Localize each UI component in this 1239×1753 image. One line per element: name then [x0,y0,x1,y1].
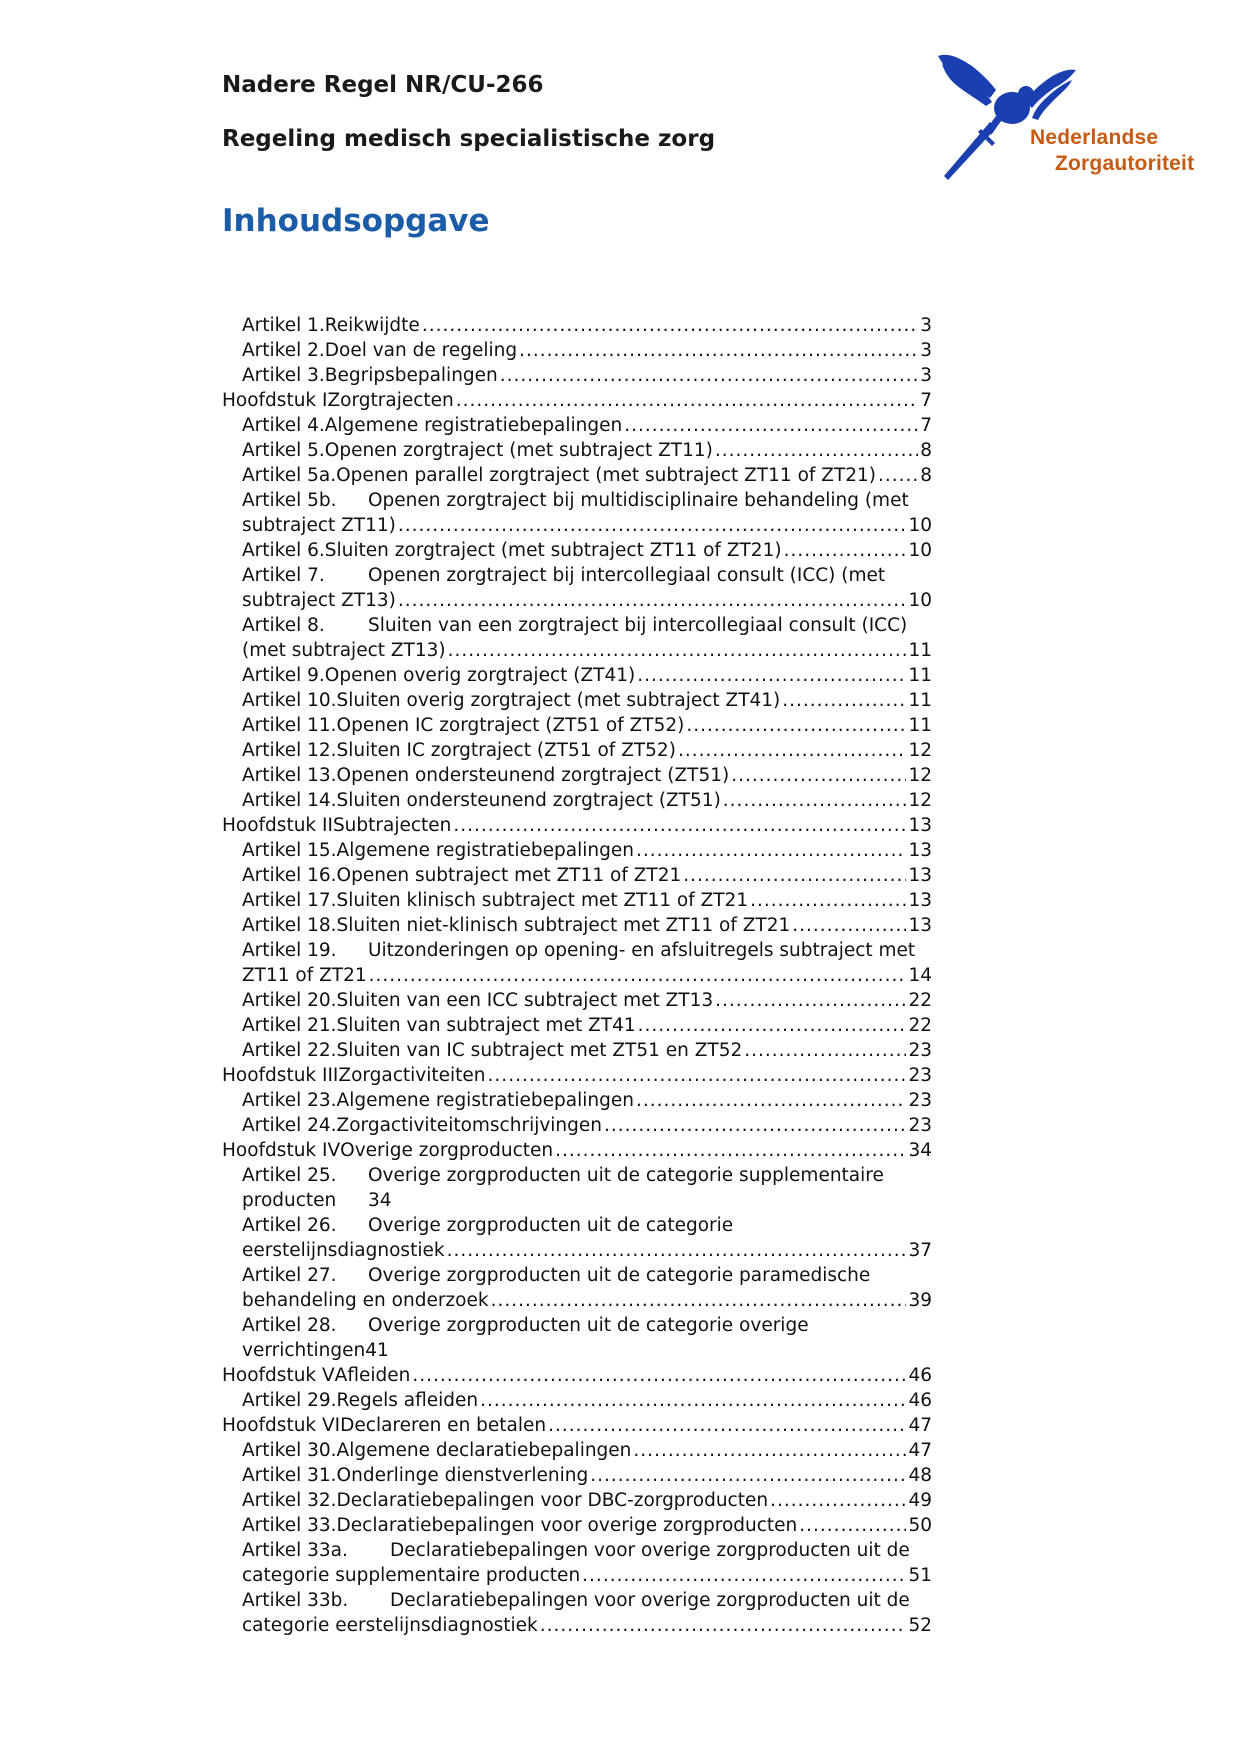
toc-entry-title: Sluiten van IC subtraject met ZT51 en ZT52 [336,1040,743,1061]
toc-article-entry[interactable] [222,488,932,538]
leader-dots [491,1288,907,1313]
toc-entry-number: Artikel 10. [242,690,337,711]
toc-entry-line [242,888,932,913]
toc-entry-title: Overige zorgproducten uit de categorie paramedische [368,1265,871,1286]
toc-entry-page: 14 [908,965,932,986]
toc-entry-number: Artikel 25. [242,1165,337,1186]
toc-entry-line [242,1113,932,1138]
toc-entry-page: 34 [368,1190,392,1211]
table-of-contents [222,313,932,1638]
toc-entry-title: Sluiten klinisch subtraject met ZT11 of ZT21 [336,890,749,911]
toc-article-entry[interactable] [222,1513,932,1538]
toc-entry-number: Artikel 9. [242,665,325,686]
toc-entry-page: 23 [908,1065,932,1086]
toc-entry-continuation [242,513,932,538]
toc-entry-number: Hoofdstuk III [222,1065,339,1086]
toc-entry-first-line [242,563,932,588]
toc-entry-number: Artikel 18. [242,915,337,936]
toc-entry-title: Openen zorgtraject bij multidisciplinaire behandeling (met [368,490,909,511]
toc-chapter-entry[interactable] [222,1063,932,1088]
toc-entry-number: Artikel 1. [242,315,325,336]
leader-dots [548,1413,906,1438]
toc-article-entry[interactable] [222,1013,932,1038]
toc-entry-title: Algemene declaratiebepalingen [336,1440,632,1461]
leader-dots [604,1113,906,1138]
leader-dots [555,1138,906,1163]
toc-entry-title: Sluiten IC zorgtraject (ZT51 of ZT52) [336,740,676,761]
toc-entry-number: Artikel 24. [242,1115,337,1136]
toc-article-entry[interactable] [222,1538,932,1588]
toc-entry-page: 46 [908,1365,932,1386]
leader-dots [369,963,907,988]
toc-entry-page: 10 [908,540,932,561]
leader-dots [448,638,907,663]
toc-entry-page: 41 [365,1340,389,1361]
leader-dots [799,1513,906,1538]
leader-dots [636,1088,906,1113]
toc-entry-number: Artikel 33. [242,1515,337,1536]
toc-entry-page: 22 [908,990,932,1011]
toc-article-entry[interactable] [222,563,932,613]
toc-entry-page: 13 [908,890,932,911]
toc-entry-number: Artikel 13. [242,765,337,786]
toc-entry-title: Algemene registratiebepalingen [336,1090,634,1111]
toc-article-entry[interactable] [222,463,932,488]
toc-entry-line [242,463,932,488]
toc-article-entry[interactable] [222,538,932,563]
toc-entry-page: 7 [920,390,932,411]
logo-text-line1: Nederlandse [1030,126,1159,149]
toc-entry-line [242,663,932,688]
toc-entry-continuation [242,963,932,988]
leader-dots [636,838,906,863]
toc-entry-line [242,538,932,563]
toc-entry-title: Openen subtraject met ZT11 of ZT21 [336,865,682,886]
toc-article-entry[interactable] [222,363,932,388]
toc-entry-page: 49 [908,1490,932,1511]
nza-logo [938,52,1198,192]
toc-chapter-entry[interactable] [222,1363,932,1388]
toc-entry-page: 3 [920,315,932,336]
toc-entry-continuation [242,1238,932,1263]
toc-article-entry[interactable] [222,1263,932,1313]
toc-entry-page: 13 [908,840,932,861]
toc-entry-number: Hoofdstuk II [222,815,333,836]
leader-dots [540,1613,907,1638]
toc-entry-page: 50 [908,1515,932,1536]
toc-entry-title-continued: ZT11 of ZT21 [242,965,367,986]
leader-dots [686,713,906,738]
toc-entry-page: 10 [908,590,932,611]
toc-entry-page: 7 [920,415,932,436]
toc-entry-first-line [242,1263,932,1288]
toc-entry-number: Hoofdstuk V [222,1365,335,1386]
toc-entry-number: Artikel 16. [242,865,337,886]
leader-dots [782,688,906,713]
toc-entry-page: 13 [908,815,932,836]
toc-entry-line [242,713,932,738]
leader-dots [480,1388,906,1413]
toc-entry-title: Declaratiebepalingen voor overige zorgproducten uit de [390,1590,910,1611]
toc-entry-number: Artikel 6. [242,540,325,561]
toc-article-entry[interactable] [222,1438,932,1463]
toc-entry-line [242,363,932,388]
toc-article-entry[interactable] [222,1163,932,1213]
toc-entry-first-line [242,1163,932,1188]
toc-entry-title: Overige zorgproducten uit de categorie supplementaire [368,1165,884,1186]
toc-entry-first-line [242,613,932,638]
toc-entry-title: Reikwijdte [324,315,420,336]
toc-entry-number: Artikel 5. [242,440,325,461]
toc-entry-line [242,1488,932,1513]
toc-entry-title-continued: behandeling en onderzoek [242,1290,489,1311]
toc-article-entry[interactable] [222,738,932,763]
toc-entry-title: Zorgactiviteiten [338,1065,486,1086]
toc-entry-page: 13 [908,915,932,936]
toc-entry-title: Openen ondersteunend zorgtraject (ZT51) [336,765,730,786]
leader-dots [624,413,918,438]
toc-entry-number: Artikel 31. [242,1465,337,1486]
toc-article-entry[interactable] [222,688,932,713]
toc-entry-line [242,313,932,338]
toc-entry-line [222,813,932,838]
toc-entry-number: Artikel 2. [242,340,325,361]
toc-article-entry[interactable] [222,1588,932,1638]
toc-entry-title: Sluiten van een zorgtraject bij intercollegiaal consult (ICC) [368,615,908,636]
toc-entry-number: Artikel 7. [242,565,325,586]
toc-entry-page: 8 [920,440,932,461]
toc-entry-title: Openen overig zorgtraject (ZT41) [324,665,636,686]
toc-entry-page: 37 [908,1240,932,1261]
toc-chapter-entry[interactable] [222,1413,932,1438]
toc-entry-line [242,1388,932,1413]
toc-entry-title: Overige zorgproducten [340,1140,554,1161]
toc-entry-line [222,1363,932,1388]
toc-article-entry[interactable] [222,413,932,438]
toc-entry-number: Artikel 23. [242,1090,337,1111]
toc-entry-line [242,1513,932,1538]
toc-entry-line [242,1088,932,1113]
toc-entry-number: Artikel 32. [242,1490,337,1511]
toc-entry-number: Artikel 30. [242,1440,337,1461]
toc-entry-number: Artikel 19. [242,940,337,961]
toc-entry-first-line [242,1213,932,1238]
toc-entry-first-line [242,938,932,963]
leader-dots [398,513,907,538]
toc-entry-number: Artikel 11. [242,715,337,736]
toc-entry-title: Regels afleiden [336,1390,479,1411]
toc-entry-title: Begripsbepalingen [324,365,498,386]
toc-entry-number: Artikel 15. [242,840,337,861]
toc-entry-title: Openen IC zorgtraject (ZT51 of ZT52) [336,715,685,736]
toc-entry-title-continued: (met subtraject ZT13) [242,640,446,661]
toc-article-entry[interactable] [222,888,932,913]
leader-dots [456,388,918,413]
toc-entry-line [242,988,932,1013]
toc-entry-line [242,1038,932,1063]
toc-article-entry[interactable] [222,1213,932,1263]
toc-entry-line [242,1438,932,1463]
toc-entry-title: Overige zorgproducten uit de categorie overige [368,1315,809,1336]
leader-dots [422,313,918,338]
toc-entry-page: 47 [908,1440,932,1461]
toc-entry-title-continued: producten [242,1190,337,1211]
toc-entry-title: Openen parallel zorgtraject (met subtraject ZT11 of ZT21) [336,465,877,486]
leader-dots [488,1063,907,1088]
toc-article-entry[interactable] [222,763,932,788]
toc-entry-title: Afleiden [334,1365,411,1386]
toc-entry-continuation [242,1188,932,1213]
toc-article-entry[interactable] [222,938,932,988]
toc-entry-page: 3 [920,340,932,361]
toc-entry-title: Subtrajecten [332,815,452,836]
leader-dots [412,1363,906,1388]
toc-entry-page: 11 [908,665,932,686]
leader-dots [519,338,918,363]
toc-title: Inhoudsopgave [222,203,490,239]
toc-entry-title-continued: categorie eerstelijnsdiagnostiek [242,1615,538,1636]
toc-article-entry[interactable] [222,988,932,1013]
toc-entry-number: Artikel 22. [242,1040,337,1061]
toc-entry-number: Hoofdstuk IV [222,1140,341,1161]
toc-entry-title: Doel van de regeling [324,340,518,361]
toc-entry-continuation [242,1338,932,1363]
toc-entry-title: Sluiten van een ICC subtraject met ZT13 [336,990,714,1011]
toc-entry-number: Artikel 8. [242,615,325,636]
leader-dots [792,913,906,938]
toc-entry-number: Artikel 12. [242,740,337,761]
toc-entry-continuation [242,1613,932,1638]
toc-entry-page: 13 [908,865,932,886]
toc-entry-first-line [242,1538,932,1563]
leader-dots [715,438,918,463]
toc-entry-line [242,438,932,463]
toc-entry-number: Artikel 27. [242,1265,337,1286]
leader-dots [715,988,906,1013]
leader-dots [590,1463,906,1488]
toc-entry-first-line [242,488,932,513]
leader-dots [770,1488,906,1513]
toc-entry-title: Sluiten zorgtraject (met subtraject ZT11 of ZT21) [324,540,782,561]
toc-article-entry[interactable] [222,663,932,688]
toc-entry-line [242,338,932,363]
toc-entry-number: Artikel 17. [242,890,337,911]
toc-entry-line [242,413,932,438]
toc-entry-number: Artikel 5a. [242,465,337,486]
toc-article-entry[interactable] [222,1313,932,1363]
leader-dots [784,538,907,563]
toc-entry-page: 8 [920,465,932,486]
toc-entry-page: 12 [908,765,932,786]
toc-entry-title: Openen zorgtraject (met subtraject ZT11) [324,440,713,461]
leader-dots [633,1438,906,1463]
toc-chapter-entry[interactable] [222,388,932,413]
toc-entry-number: Artikel 28. [242,1315,337,1336]
toc-entry-page: 51 [908,1565,932,1586]
toc-article-entry[interactable] [222,438,932,463]
toc-entry-title: Overige zorgproducten uit de categorie [368,1215,734,1236]
toc-entry-line [242,788,932,813]
logo-text-line2: Zorgautoriteit [1055,152,1195,175]
toc-entry-page: 46 [908,1390,932,1411]
toc-entry-first-line [242,1588,932,1613]
leader-dots [453,813,906,838]
toc-entry-page: 11 [908,715,932,736]
toc-entry-page: 23 [908,1040,932,1061]
toc-article-entry[interactable] [222,1113,932,1138]
toc-entry-title: Onderlinge dienstverlening [336,1465,589,1486]
toc-entry-line [242,738,932,763]
toc-entry-page: 23 [908,1115,932,1136]
leader-dots [683,863,906,888]
toc-entry-number: Hoofdstuk VI [222,1415,341,1436]
toc-entry-line [242,863,932,888]
toc-entry-title: Sluiten van subtraject met ZT41 [336,1015,636,1036]
toc-entry-number: Artikel 26. [242,1215,337,1236]
toc-entry-line [222,1063,932,1088]
toc-entry-number: Artikel 20. [242,990,337,1011]
toc-article-entry[interactable] [222,1488,932,1513]
toc-entry-line [222,1138,932,1163]
toc-entry-page: 3 [920,365,932,386]
toc-entry-number: Artikel 21. [242,1015,337,1036]
leader-dots [447,1238,907,1263]
toc-article-entry[interactable] [222,913,932,938]
toc-article-entry[interactable] [222,838,932,863]
toc-entry-title: Uitzonderingen op opening- en afsluitregels subtraject met [368,940,916,961]
toc-entry-page: 10 [908,515,932,536]
toc-entry-number: Artikel 5b. [242,490,337,511]
toc-entry-line [242,763,932,788]
leader-dots [878,463,918,488]
leader-dots [678,738,907,763]
leader-dots [638,1013,907,1038]
toc-article-entry[interactable] [222,1038,932,1063]
toc-article-entry[interactable] [222,863,932,888]
regulation-title: Regeling medisch specialistische zorg [222,126,716,152]
leader-dots [398,588,907,613]
toc-entry-number: Hoofdstuk I [222,390,328,411]
toc-entry-first-line [242,1313,932,1338]
toc-entry-title-continued: subtraject ZT13) [242,590,396,611]
toc-entry-title-continued: verrichtingen [242,1340,366,1361]
toc-entry-number: Artikel 4. [242,415,325,436]
toc-entry-title: Sluiten overig zorgtraject (met subtraject ZT41) [336,690,781,711]
toc-entry-page: 52 [908,1615,932,1636]
toc-article-entry[interactable] [222,1388,932,1413]
toc-entry-title-continued: eerstelijnsdiagnostiek [242,1240,445,1261]
toc-entry-title: Declaratiebepalingen voor overige zorgproducten uit de [390,1540,910,1561]
toc-entry-title: Openen zorgtraject bij intercollegiaal consult (ICC) (met [368,565,886,586]
leader-dots [723,788,907,813]
toc-entry-continuation [242,638,932,663]
toc-entry-number: Artikel 14. [242,790,337,811]
toc-entry-title: Zorgtrajecten [327,390,454,411]
toc-entry-number: Artikel 33b. [242,1590,349,1611]
toc-entry-page: 22 [908,1015,932,1036]
toc-entry-title: Sluiten ondersteunend zorgtraject (ZT51) [336,790,721,811]
toc-entry-page: 11 [908,640,932,661]
toc-entry-line [242,838,932,863]
leader-dots [744,1038,906,1063]
toc-entry-title: Algemene registratiebepalingen [336,840,634,861]
toc-entry-page: 47 [908,1415,932,1436]
toc-entry-title: Algemene registratiebepalingen [324,415,623,436]
toc-entry-title: Sluiten niet-klinisch subtraject met ZT11 of ZT21 [336,915,791,936]
toc-entry-page: 48 [908,1465,932,1486]
toc-chapter-entry[interactable] [222,813,932,838]
toc-entry-page: 12 [908,790,932,811]
toc-entry-title: Declaratiebepalingen voor overige zorgproducten [336,1515,798,1536]
toc-entry-continuation [242,1288,932,1313]
toc-entry-page: 39 [908,1290,932,1311]
toc-entry-page: 11 [908,690,932,711]
leader-dots [500,363,918,388]
toc-entry-title-continued: subtraject ZT11) [242,515,396,536]
toc-article-entry[interactable] [222,613,932,663]
toc-article-entry[interactable] [222,788,932,813]
leader-dots [750,888,906,913]
toc-entry-line [242,1463,932,1488]
toc-entry-continuation [242,1563,932,1588]
toc-article-entry[interactable] [222,338,932,363]
leader-dots [731,763,906,788]
regulation-number: Nadere Regel NR/CU-266 [222,72,544,98]
toc-article-entry[interactable] [222,1463,932,1488]
toc-entry-title: Declareren en betalen [340,1415,547,1436]
toc-entry-line [242,913,932,938]
toc-entry-page: 23 [908,1090,932,1111]
toc-article-entry[interactable] [222,713,932,738]
toc-entry-page: 12 [908,740,932,761]
leader-dots [637,663,906,688]
toc-entry-number: Artikel 29. [242,1390,337,1411]
toc-entry-line [242,688,932,713]
toc-entry-number: Artikel 3. [242,365,325,386]
toc-entry-title-continued: categorie supplementaire producten [242,1565,581,1586]
toc-entry-title: Declaratiebepalingen voor DBC-zorgproducten [336,1490,769,1511]
toc-entry-number: Artikel 33a. [242,1540,348,1561]
toc-article-entry[interactable] [222,313,932,338]
toc-entry-continuation [242,588,932,613]
toc-entry-line [222,388,932,413]
toc-entry-line [222,1413,932,1438]
leader-dots [582,1563,906,1588]
toc-entry-line [242,1013,932,1038]
toc-entry-title: Zorgactiviteitomschrijvingen [336,1115,603,1136]
toc-chapter-entry[interactable] [222,1138,932,1163]
toc-article-entry[interactable] [222,1088,932,1113]
toc-entry-page: 34 [908,1140,932,1161]
